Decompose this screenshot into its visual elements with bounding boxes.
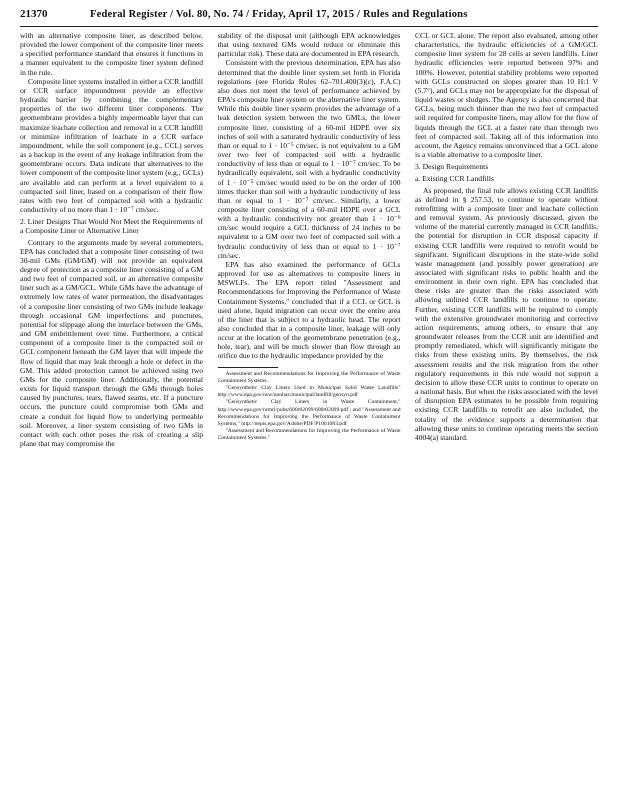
paragraph: with an alternative composite liner, as described below, provided the lower component of the composite liner meets a specified performance standard that ensures it functions in a manner equivalent to the composite liner system defined in the rule.: [20, 31, 203, 77]
footnote-rule: [218, 367, 278, 368]
header-rule: [20, 26, 598, 27]
column-3: [415, 31, 598, 793]
section-heading: 3. Design Requirements: [415, 162, 489, 172]
footnote: "Geosynthetic Clay Liners in Waste Containment," http://www.epa.gov/nrmrl/pubs/600r02099/600r02099.pdf ; and "Assessment and Recommendations for Improving the Performance of Waste Containment Systems," http://nepis.epa.gov/Adobe/PDF/P1001083.pdf: [217, 399, 401, 428]
footnote: "Assessment and Recommendations for Improving the Performance of Waste Containment Systems.": [217, 428, 401, 442]
column-2: [218, 31, 401, 793]
page-number: 21370: [20, 8, 48, 20]
paragraph: Contrary to the arguments made by several commenters, EPA has concluded that a composite liner consisting of two 30-mil GMs (GM/GM) will not provide an equivalent degree of protection as a composite liner consisting of a GM and two feet of compacted soil, or an alternative composite liner such as a GM/GCL. While GMs have the advantage of extremely low rates of water permeation, the disadvantages of a composite liner consisting of two GMs include leakage through occasional GM imperfections and punctures, potential for slippage along the interface between the GMs, and GM embrittlement over time. Furthermore, a critical component of a composite liner is the compacted soil or GCL component beneath the GM layer that will impede the flow of liquid that may leak through a hole or defect in the GM. This added protection cannot be achieved using two GMs for the composite liner. Additionally, the potential exists for liquid transport through the GMs through holes caused by punctures, tears, flawed seams, etc. If a puncture occurs, the puncture could compromise both GMs and create a conduit for liquid flow to underlying permeable soil. Moreover, a liner system consisting of two GMs in contact with each other poses the risk of creating a slip plane that may compromise the: [20, 237, 203, 448]
footnote: Assessment and Recommendations for Improving the Performance of Waste Containment Systems.: [217, 370, 401, 384]
paragraph: CCL or GCL alone. The report also evaluated, among other characteristics, the hydraulic efficiencies of a GM/GCL composite liner system for 28 cells at seven landfills. Liner hydraulic efficiencies were reported between 97% and 100%. However, potential stability problems were reported with GCLs constructed on slopes greater than 10 H:1 V (5.7°), and GCLs may not be appropriate for the disposal of liquid wastes or sludges. The Agency is also concerned that GCLs, being much thinner than the two feet of compacted soil required for composite liners, may allow for the flow of liquids through the GCL at a faster rate than through two feet of compacted soil. Taking all of this information into account, the Agency remains unconvinced that a GCL alone is a viable alternative to a composite liner.: [415, 31, 598, 160]
paragraph: stability of the disposal unit (although EPA acknowledges that using textured GMs would reduce or eliminate this particular risk). These data are documented in EPA research.: [217, 31, 401, 59]
paragraph: Composite liner systems installed in either a CCR landfill or CCR surface impoundment provide an effective hydraulic barrier by combining the complementary properties of the two different liner components. The geomembrane provides a highly impermeable layer that can maximize leachate collection and removal in a CCR landfill or minimize infiltration of leachate in a CCR surface impoundment, while the soil component (e.g., CCL) serves as a backup in the event of any leakage infiltration from the geomembrane occurs. Data indicate that alternatives to the lower component of the composite liner system (e.g., GCLs) are available and can perform at a level equivalent to a compacted soil liner, based on a comparison of their flow rates with two feet of compacted soil with a hydraulic conductivity of no more than 1 · 10⁻⁷ cm/sec.: [20, 76, 203, 214]
running-title: Federal Register / Vol. 80, No. 74 / Friday, April 17, 2015 / Rules and Regulations: [90, 9, 468, 20]
paragraph: Consistent with the previous determination, EPA has also determined that the double liner system set forth in Florida regulations (see Florida Rules 62–701.400(3)(c), F.A.C) also does not meet the level of performance achieved by EPA's composite liner system or the alternative liner system. While this double liner system provides the advantage of a leak detection system between the two GMLs, the lower composite liner, consisting of a 60-mil HDPE over six inches of soil with a saturated hydraulic conductivity of less than or equal to 1 · 10⁻⁵ cm/sec, is not equivalent to a GM over two feet of compacted soil with a hydraulic conductivity of less than or equal to 1 · 10⁻⁷ cm/sec. To be hydraulically equivalent, soil with a hydraulic conductivity of 1 · 10⁻⁵ cm/sec would need to be on the order of 100 times thicker than soil with a hydraulic conductivity of less than or equal to 1 · 10⁻⁷ cm/sec. Similarly, a lower composite liner consisting of a 60-mil HDPE over a GCL with a hydraulic conductivity not greater than 1 · 10⁻⁹ cm/sec would require a GCL thickness of 24 inches to be equivalent to a GM over two feet of compacted soil with a hydraulic conductivity of less than or equal to 1 · 10⁻⁷ cm/sec.: [217, 58, 401, 260]
paragraph: As proposed, the final rule allows existing CCR landfills as defined in § 257.53, to continue to operate without retrofitting with a composite liner and leachate collection and removal system. As previously discussed, given the volume of the material currently managed in CCR landfills, the potential for disruption in CCR disposal capacity if existing CCR landfills were required to retrofit would be significant. Significant disruptions in the state-wide solid waste management (and possibly power generation) are associated with significant risks to public health and the environment in their own right. EPA has concluded that these risks are greater than the risks associated with allowing unlined CCR landfills to continue to operate. Further, existing CCR landfills will be required to comply with the extensive groundwater monitoring and corrective action requirements, among others, to ensure that any groundwater releases from the CCR unit are identified and promptly remediated, which will significantly mitigate the risks from these existing units. By themselves, the risk assessment results and the risk migration from the other regulatory requirements in this rule would not support a decision to allow these CCR units to continue to operate on a national basis. But when the risks associated with the level of disruption EPA estimates to be possible from requiring existing CCR landfills to retrofit are also included, the totality of the evidence supports a determination that allowing these units to continue operating meets the section 4004(a) standard.: [415, 185, 598, 442]
section-heading: 2. Liner Designs That Would Not Meet the Requirements of a Composite Liner or Alternative Liner: [20, 217, 203, 236]
footnote: "Geosynthetic Clay Liners Used in Municipal Solid Waste Landfills" http://www.epa.gov/osw/nonhaz/municipal/landfill/geosyn.pdf: [217, 385, 401, 399]
text-columns: [20, 31, 598, 793]
column-1: [20, 31, 203, 793]
paragraph: EPA has also examined the performance of GCLs approved for use as alternatives to composite liners in MSWLFs. The EPA report titled "Assessment and Recommendations for Improving the Performance of Waste Containment Systems," concluded that if a CCL or GCL is used alone, liquid migration can occur over the entire area of the liner that is subject to a hydraulic head. The report also concluded that in a composite liner, leakage will only occur at the location of the geomembrane penetration (e.g., hole, tear), and will be much slower than flow through an orifice due to the hydraulic impedance provided by the: [217, 259, 401, 361]
subsection-heading: a. Existing CCR Landfills: [415, 174, 494, 184]
page-header: [20, 8, 598, 24]
